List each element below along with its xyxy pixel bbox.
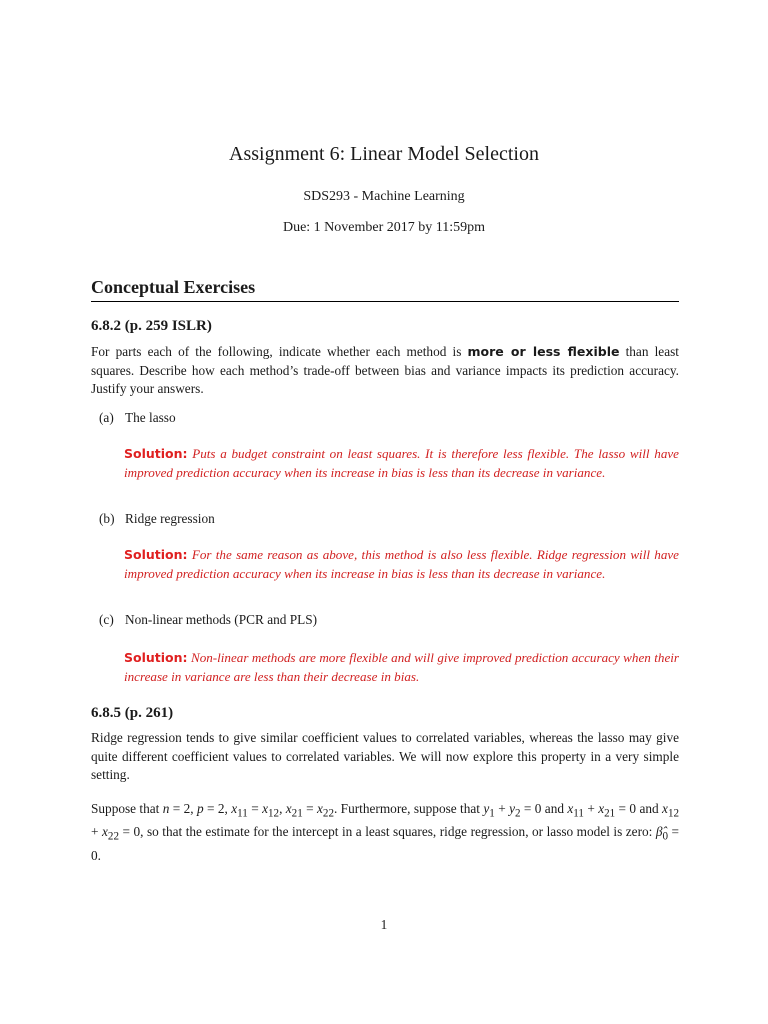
course-name: SDS293 - Machine Learning <box>303 189 465 204</box>
item-b-text: Ridge regression <box>125 511 215 526</box>
exercise-2-paragraph-2: Suppose that n = 2, p = 2, $x_{11} = x_{12}$, $x_{21} = x_{22}$. Furthermore, suppose that $y_1 + y_2 = 0$ and $x_{11} + x_{21} = 0$ and $x_{12} + x_{22} = 0$, so that the estimate for the intercept in a least squares, ridge regression, or lasso model is zero: $\betâ_0 = 0$. <box>91 801 680 863</box>
intro-bold-phrase: more or less flexible <box>467 344 620 359</box>
intro-text-before: For parts each of the following, indicate whether each method is <box>91 344 468 359</box>
beta-hat-zero: β̂ <box>655 824 663 840</box>
item-c-label: (c) <box>99 612 114 627</box>
para2-text-a: Suppose that <box>91 801 163 816</box>
exercise-heading-1: 6.8.2 (p. 259 ISLR) <box>91 318 212 334</box>
intro-text-after: than least squares. Describe how each method’s trade-off between bias and variance impacts its prediction accuracy. Justify your answers. <box>91 344 679 397</box>
para2-text-c: and <box>636 801 663 816</box>
item-a-label: (a) <box>99 410 114 425</box>
solution-b-label: Solution: <box>124 547 188 562</box>
solution-a <box>124 445 679 482</box>
section-heading: Conceptual Exercises <box>91 277 679 302</box>
para2-text-b: . Furthermore, suppose that <box>333 801 484 816</box>
solution-a-text: Puts a budget constraint on least squares. It is therefore less flexible. The lasso will have improved prediction accuracy when its increase in bias is less than its decrease in variance. <box>124 446 679 480</box>
exercise-2-paragraph-1: Ridge regression tends to give similar coefficient values to correlated variables, whereas the lasso may give quite different coefficient values to correlated variables. We will now explore this property in a very simple setting. <box>91 730 679 783</box>
item-a-text: The lasso <box>125 410 176 425</box>
page-number: 1 <box>380 917 388 932</box>
item-b-label: (b) <box>99 511 115 526</box>
solution-c <box>124 649 679 686</box>
para2-text-d: , so that the estimate for the intercept in a least squares, ridge regression, or lasso model is zero: <box>140 824 656 840</box>
solution-c-text: Non-linear methods are more flexible and will give improved prediction accuracy when their increase in variance are less than their decrease in bias. <box>124 650 679 684</box>
solution-b <box>124 546 679 583</box>
item-c-text: Non-linear methods (PCR and PLS) <box>125 612 318 627</box>
due-date: Due: 1 November 2017 by 11:59pm <box>282 220 486 235</box>
exercise-heading-2: 6.8.5 (p. 261) <box>91 705 174 721</box>
solution-a-label: Solution: <box>124 446 188 461</box>
solution-c-label: Solution: <box>124 650 188 665</box>
page-title: Assignment 6: Linear Model Selection <box>229 143 539 165</box>
solution-b-text: For the same reason as above, this method is also less flexible. Ridge regression will have improved prediction accuracy when its increase in bias is less than its decrease in variance. <box>124 547 679 581</box>
exercise-1-intro <box>91 343 679 399</box>
math-setup: n <box>162 801 170 816</box>
